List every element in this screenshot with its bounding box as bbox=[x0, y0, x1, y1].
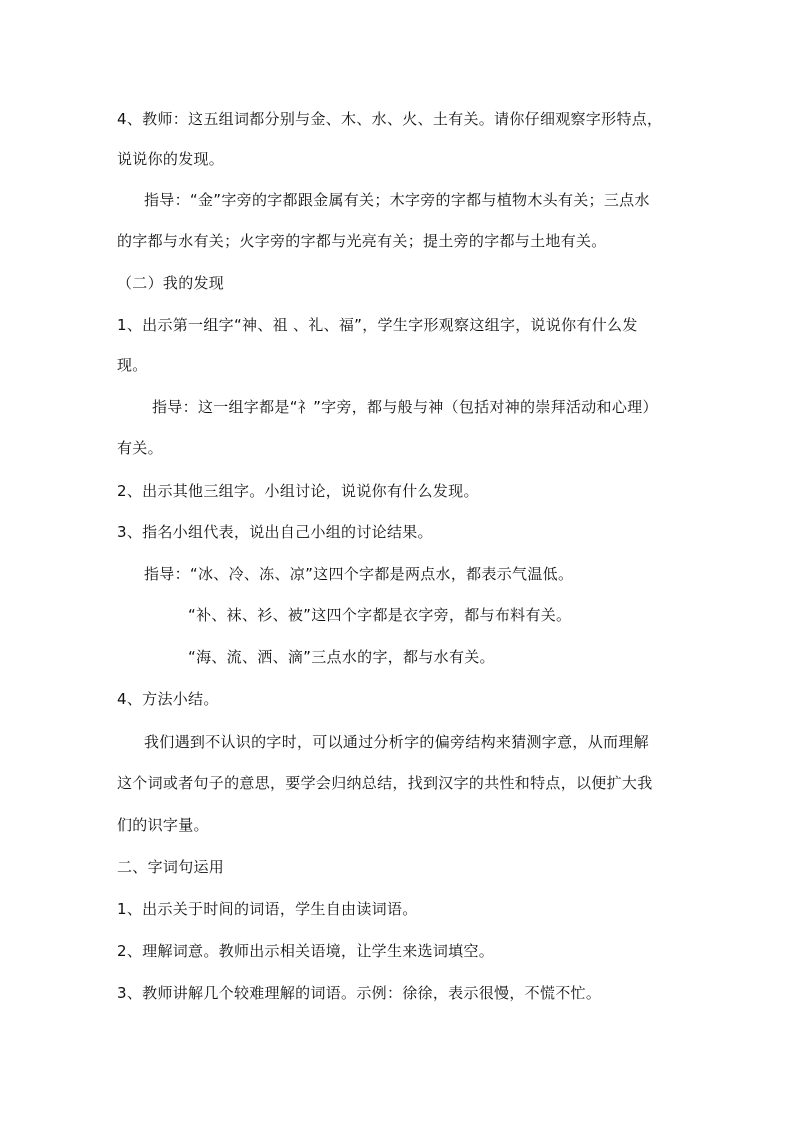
text-line: 指导：“冰、冷、冻、凉”这四个字都是两点水，都表示气温低。 bbox=[144, 565, 574, 583]
text-line: 的字都与水有关；火字旁的字都与光亮有关；提土旁的字都与土地有关。 bbox=[117, 232, 607, 250]
section-heading: 二、字词句运用 bbox=[117, 858, 225, 876]
text-line: 2、理解词意。教师出示相关语境，让学生来选词填空。 bbox=[117, 942, 495, 960]
text-line: 指导：这一组字都是“礻”字旁，都与般与神（包括对神的崇拜活动和心理） bbox=[152, 398, 658, 416]
text-line: 4、教师：这五组词都分别与金、木、水、火、土有关。请你仔细观察字形特点， bbox=[117, 110, 663, 128]
text-line: 这个词或者句子的意思，要学会归纳总结，找到汉字的共性和特点，以便扩大我 bbox=[117, 774, 653, 792]
text-line: 2、出示其他三组字。小组讨论，说说你有什么发现。 bbox=[117, 482, 479, 500]
text-line: 3、教师讲解几个较难理解的词语。示例：徐徐，表示很慢，不慌不忙。 bbox=[117, 984, 602, 1002]
text-line: 指导：“金”字旁的字都跟金属有关；木字旁的字都与植物木头有关；三点水 bbox=[144, 191, 650, 209]
text-line: 1、出示第一组字“神、祖 、礼、福”，学生字形观察这组字，说说你有什么发 bbox=[117, 316, 638, 334]
text-line: 有关。 bbox=[117, 439, 163, 457]
text-line: “补、袜、衫、被”这四个字都是衣字旁，都与布料有关。 bbox=[188, 606, 572, 624]
text-line: 现。 bbox=[117, 356, 148, 374]
text-line: 1、出示关于时间的词语，学生自由读词语。 bbox=[117, 900, 418, 918]
section-heading: （二）我的发现 bbox=[117, 274, 225, 292]
text-line: 说说你的发现。 bbox=[117, 150, 225, 168]
text-line: 们的识字量。 bbox=[117, 816, 209, 834]
text-line: 3、指名小组代表，说出自己小组的讨论结果。 bbox=[117, 523, 433, 541]
text-line: “海、流、洒、滴”三点水的字，都与水有关。 bbox=[188, 648, 495, 666]
text-line: 我们遇到不认识的字时，可以通过分析字的偏旁结构来猜测字意，从而理解 bbox=[144, 733, 649, 751]
text-line: 4、方法小结。 bbox=[117, 690, 219, 708]
